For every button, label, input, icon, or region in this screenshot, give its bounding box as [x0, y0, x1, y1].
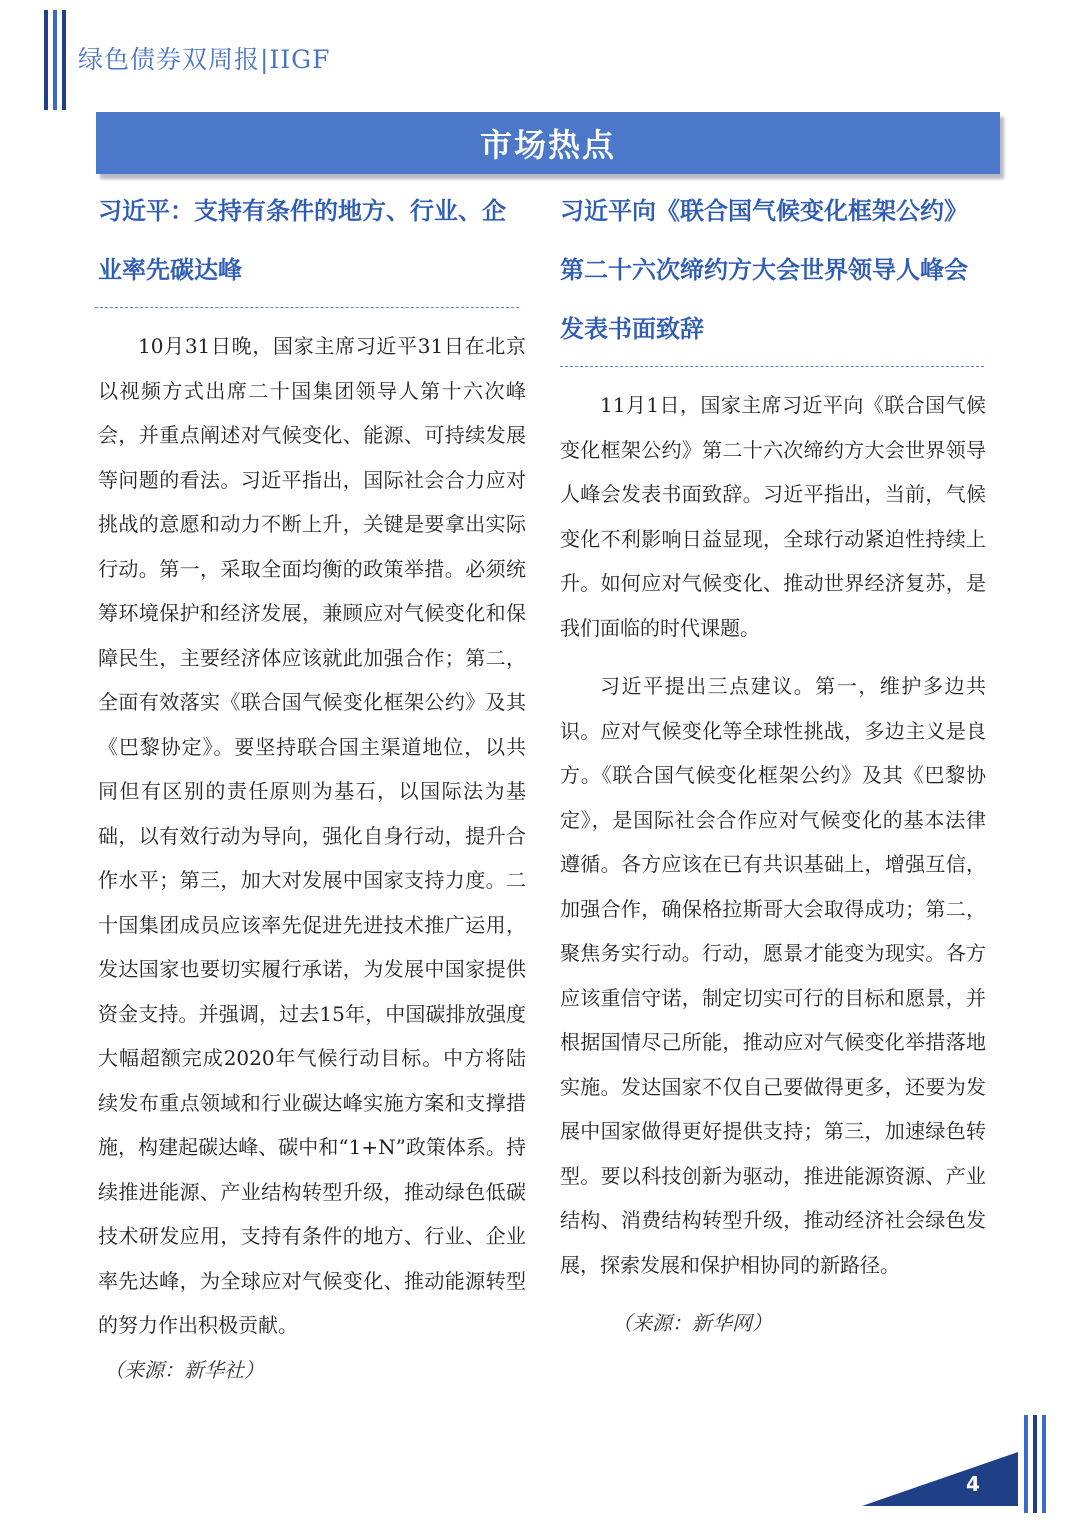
header-decorative-lines: [44, 10, 66, 110]
article-right: [560, 182, 986, 1345]
page-number: 4: [966, 1472, 980, 1496]
dashed-divider: [560, 366, 984, 367]
article-left: [98, 182, 526, 1392]
article-source: （来源：新华网）: [612, 1311, 772, 1335]
article-paragraph: 11月1日，国家主席习近平向《联合国气候变化框架公约》第二十六次缔约方大会世界领导人峰会发表书面致辞。习近平指出，当前，气候变化不利影响日益显现，全球行动紧迫性持续上升。如何应对气候变化、推动世界经济复苏，是我们面临的时代课题。: [560, 393, 986, 640]
article-source: （来源：新华社）: [104, 1357, 264, 1382]
dashed-divider: [95, 307, 519, 308]
section-title: 市场热点: [479, 126, 616, 164]
footer-decorative-lines: [1024, 1415, 1046, 1513]
article-paragraph: 10月31日晚，国家主席习近平31日在北京以视频方式出席二十国集团领导人第十六次峰会，并重点阐述对气候变化、能源、可持续发展等问题的看法。习近平指出，国际社会合力应对挑战的意愿和动力不断上升，关键是要拿出实际行动。第一，采取全面均衡的政策举措。必须统筹环境保护和经济发展，兼顾应对气候变化和保障民生，主要经济体应该就此加强合作；第二，全面有效落实《联合国气候变化框架公约》及其《巴黎协定》。要坚持联合国主渠道地位，以共同但有区别的责任原则为基石，以国际法为基础，以有效行动为导向，强化自身行动，提升合作水平；第三，加大对发展中国家支持力度。二十国集团成员应该率先促进先进技术推广运用，发达国家也要切实履行承诺，为发展中国家提供资金支持。并强调，过去15年，中国碳排放强度大幅超额完成2020年气候行动目标。中方将陆续发布重点领域和行业碳达峰实施方案和支撑措施，构建起碳达峰、碳中和“1+N”政策体系。持续推进能源、产业结构转型升级，推动绿色低碳技术研发应用，支持有条件的地方、行业、企业率先达峰，为全球应对气候变化、推动能源转型的努力作出积极贡献。: [98, 334, 526, 1337]
publication-title: 绿色债券双周报|IIGF: [78, 45, 331, 74]
article-paragraph: 习近平提出三点建议。第一，维护多边共识。应对气候变化等全球性挑战，多边主义是良方。《联合国气候变化框架公约》及其《巴黎协定》，是国际社会合作应对气候变化的基本法律遵循。各方应该在已有共识基础上，增强互信，加强合作，确保格拉斯哥大会取得成功；第二，聚焦务实行动。行动，愿景才能变为现实。各方应该重信守诺，制定切实可行的目标和愿景，并根据国情尽己所能，推动应对气候变化举措落地实施。发达国家不仅自己要做得更多，还要为发展中国家做得更好提供支持；第三，加速绿色转型。要以科技创新为驱动，推进能源资源、产业结构、消费结构转型升级，推动经济社会绿色发展，探索发展和保护相协同的新路径。: [560, 674, 986, 1277]
article-headline: 习近平：支持有条件的地方、行业、企业率先碳达峰: [98, 197, 506, 284]
page-corner-triangle: [862, 1452, 1018, 1506]
section-banner: [96, 112, 1000, 174]
article-headline: 习近平向《联合国气候变化框架公约》第二十六次缔约方大会世界领导人峰会发表书面致辞: [560, 197, 968, 343]
